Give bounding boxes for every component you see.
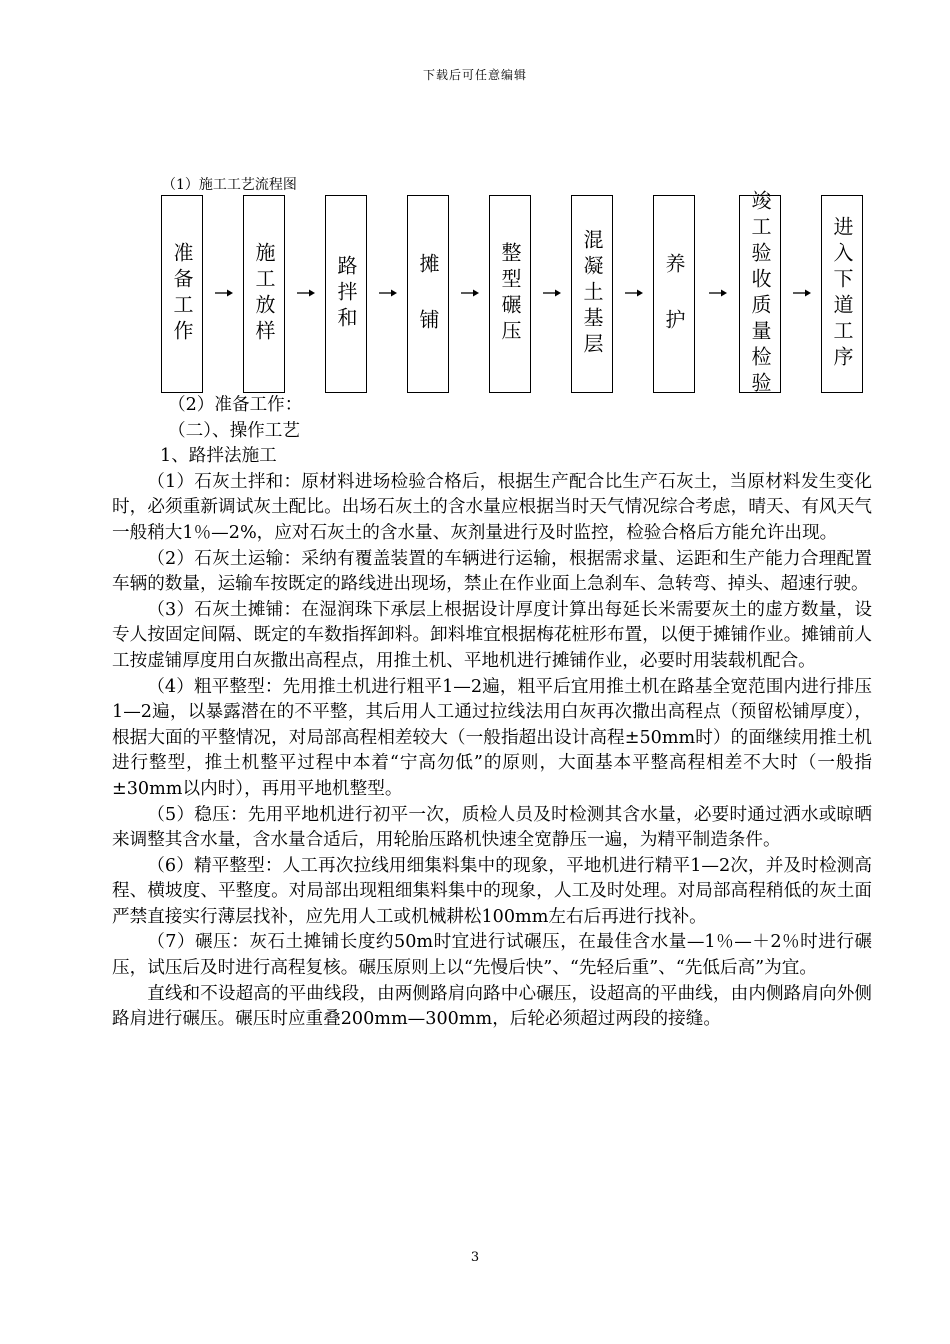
flow-step-layout (243, 195, 285, 393)
flow-step-curing (653, 195, 695, 393)
paragraph-compaction: （7）碾压：灰石土摊铺长度约50m时宜进行试碾压，在最佳含水量—1％—＋2％时进行碾压，试压后及时进行高程复核。碾压原则上以“先慢后快”、“先轻后重”、“先低后高”为宜。 (112, 932, 872, 979)
flow-step-label: 进入下道工序 (830, 216, 854, 372)
flow-arrow-icon (369, 285, 403, 301)
flow-step-prepare (161, 195, 203, 393)
flow-step-spread (407, 195, 449, 393)
flow-arrow-icon (451, 285, 485, 301)
paragraph-lime-soil-transport: （2）石灰土运输：采纳有覆盖装置的车辆进行运输，根据需求量、运距和生产能力合理配置车辆的数量，运输车按既定的路线进出现场，禁止在作业面上急刹车、急转弯、掉头、超速行驶。 (112, 548, 872, 595)
flow-step-label: 混凝土基层 (580, 229, 604, 359)
flow-arrow-icon (287, 285, 321, 301)
section-heading-prepare: （2）准备工作： (168, 395, 303, 415)
flow-step-label: 养 护 (662, 253, 686, 335)
flow-step-shape-compact (489, 195, 531, 393)
flow-step-concrete-base (571, 195, 613, 393)
flow-arrow-icon (783, 285, 817, 301)
flow-arrow-icon (533, 285, 567, 301)
flow-step-road-mix (325, 195, 367, 393)
flow-arrow-icon (205, 285, 239, 301)
flow-step-label: 整型碾压 (498, 242, 522, 346)
flow-step-label: 摊 铺 (416, 253, 440, 335)
page-header: 下载后可任意编辑 (422, 68, 527, 82)
process-flow-chart (161, 190, 861, 398)
flow-step-next (821, 195, 863, 393)
flow-arrow-icon (615, 285, 649, 301)
section-heading-process: （二）、操作工艺 (168, 420, 300, 441)
flow-step-acceptance (739, 190, 781, 398)
flow-step-label: 施工放样 (252, 242, 276, 346)
section-heading-road-mix: 1、路拌法施工 (160, 446, 277, 467)
paragraph-lime-soil-spreading: （3）石灰土摊铺：在湿润珠下承层上根据设计厚度计算出每延长米需要灰土的虚方数量，设专人按固定间隔、既定的车数指挥卸料。卸料堆宜根据梅花桩形布置，以便于摊铺作业。摊铺前人工按虚铺厚度用白灰撒出高程点，用推土机、平地机进行摊铺作业，必要时用装载机配合。 (112, 599, 872, 671)
paragraph-compaction-sequence: 直线和不设超高的平曲线段，由两侧路肩向路中心碾压，设超高的平曲线，由内侧路肩向外侧路肩进行碾压。碾压时应重叠200mm—300mm，后轮必须超过两段的接缝。 (112, 983, 872, 1030)
paragraph-lime-soil-mixing: （1）石灰土拌和：原材料进场检验合格后，根据生产配合比生产石灰土，当原材料发生变化时，必须重新调试灰土配比。出场石灰土的含水量应根据当时天气情况综合考虑，晴天、有风天气一般稍大1％—2%，应对石灰土的含水量、灰剂量进行及时监控，检验合格后方能允许出现。 (112, 471, 872, 543)
page-number: 3 (470, 1250, 480, 1265)
flow-step-label: 路拌和 (334, 255, 358, 333)
flow-step-label: 准备工作 (170, 242, 194, 346)
flow-step-label: 竣工验收质量检验 (748, 190, 772, 398)
flow-chart-title: （1）施工工艺流程图 (162, 177, 297, 193)
document-body (112, 393, 872, 1033)
paragraph-stabilizing: （5）稳压：先用平地机进行初平一次，质检人员及时检测其含水量，必要时通过洒水或晾晒来调整其含水量，含水量合适后，用轮胎压路机快速全宽静压一遍，为精平制造条件。 (112, 804, 872, 851)
paragraph-fine-leveling: （6）精平整型：人工再次拉线用细集料集中的现象，平地机进行精平1—2次，并及时检测高程、横坡度、平整度。对局部出现粗细集料集中的现象，人工及时处理。对局部高程稍低的灰土面严禁直接实行薄层找补，应先用人工或机械耕松100mm左右后再进行找补。 (112, 855, 872, 927)
paragraph-rough-leveling: （4）粗平整型：先用推土机进行粗平1—2遍，粗平后宜用推土机在路基全宽范围内进行排压1—2遍，以暴露潜在的不平整，其后用人工通过拉线法用白灰再次撒出高程点（预留松铺厚度），根据大面的平整情况，对局部高程相差较大（一般指超出设计高程±50mm时）的面继续用推土机进行整型，推土机整平过程中本着“宁高勿低”的原则，大面基本平整高程相差不大时（一般指±30mm以内时），再用平地机整型。 (112, 676, 872, 799)
flow-arrow-icon (699, 285, 733, 301)
